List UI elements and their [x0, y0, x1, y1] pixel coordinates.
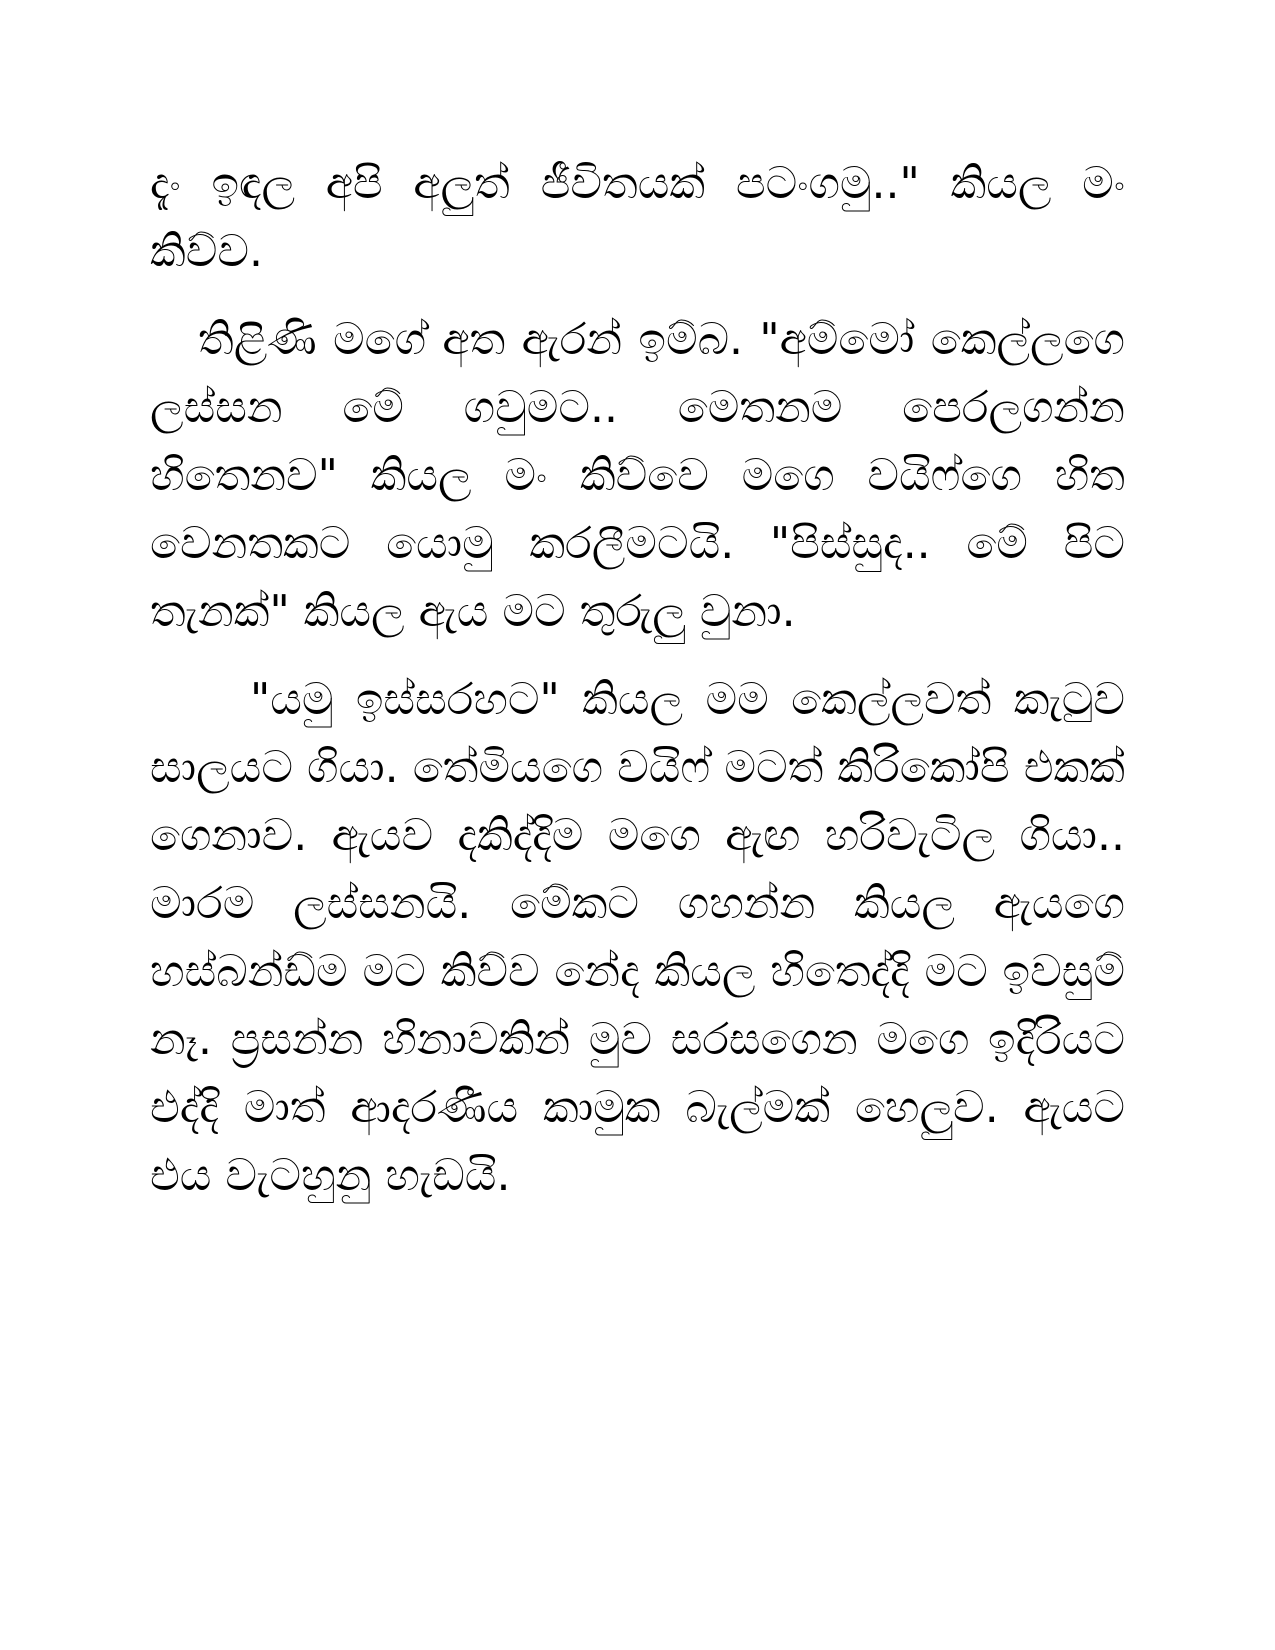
paragraph-1: දැං ඉඳල අපි අලුත් ජීවිතයක් පටංගමු.." කියල මං කිව්ව.	[150, 158, 1125, 277]
paragraph-2: තිළිණි මගේ අත ඇරන් ඉම්බ. "අම්මෝ කෙල්ලගෙ ලස්සන මේ ගවුමට.. මෙතනම පෙරලගන්න හිතෙනව" කියල මං කිව්වෙ මගෙ වයිෆ්ගෙ හිත වෙනතකට යොමු කරලීමටයි. "පිස්සුද.. මේ පිට තැනක්" කියල ඇය මට තුරුලු වුනා.	[150, 314, 1125, 637]
body-text	[150, 150, 1125, 1210]
paragraph-3: "යමු ඉස්සරහට" කියල මම කෙල්ලවත් කැටුව සාලයට ගියා. තේමියගෙ වයිෆ් මටත් කිරිකෝපි එකක් ගෙනාව. ඇයව දකිද්දිම මගෙ ඇඟ හරිවැටිල ගියා.. මාරම ලස්සනයි. මේකට ගහන්න කියල ඇයගෙ හස්බන්ඩ්ම මට කිව්ව නේද කියල හිතෙද්දි මට ඉවසුම් නෑ. ප්‍රසන්න හිනාවකින් මුව සරසගෙන මගෙ ඉදිරියට එද්දි මාත් ආදරණීය කාමුක බැල්මක් හෙලුව. ඇයට එය වැටහුනු හැඩයි.	[150, 674, 1125, 1201]
